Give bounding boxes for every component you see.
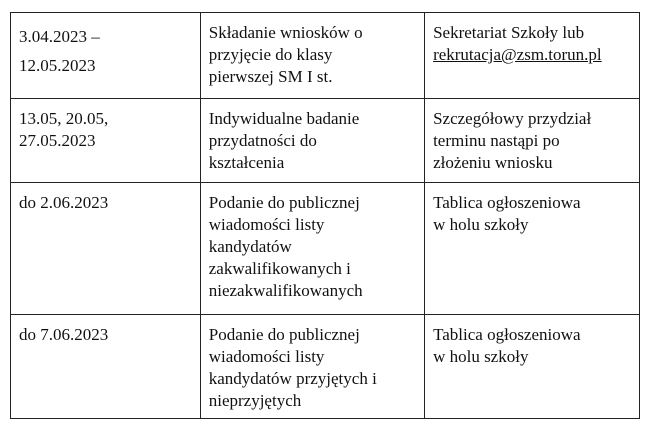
event-line: nieprzyjętych (208, 391, 302, 410)
event-line: wiadomości listy (208, 347, 325, 366)
event-cell (200, 315, 424, 419)
event-line: Indywidualne badanie (208, 109, 360, 128)
place-line: Tablica ogłoszeniowa (433, 193, 581, 212)
event-line: kształcenia (208, 153, 285, 172)
event-line: kandydatów przyjętych i (208, 369, 377, 388)
event-cell (200, 99, 424, 183)
place-line: Szczegółowy przydział (433, 109, 592, 128)
date-line: 12.05.2023 (19, 56, 96, 75)
date-cell (11, 183, 201, 315)
place-line: Tablica ogłoszeniowa (433, 325, 581, 344)
event-line: przyjęcie do klasy (208, 45, 333, 64)
event-line: wiadomości listy (208, 215, 325, 234)
event-line: Podanie do publicznej (208, 193, 360, 212)
date-cell (11, 13, 201, 99)
place-line: w holu szkoły (433, 347, 529, 366)
email-link[interactable]: rekrutacja@zsm.torun.pl (433, 45, 602, 64)
place-cell (425, 315, 640, 419)
date-line: 3.04.2023 – (19, 27, 100, 46)
place-cell (425, 13, 640, 99)
event-cell (200, 183, 424, 315)
place-line: terminu nastąpi po (433, 131, 560, 150)
event-line: pierwszej SM I st. (208, 67, 333, 86)
date-line: 27.05.2023 (19, 131, 96, 150)
place-cell (425, 99, 640, 183)
event-line: kandydatów (208, 237, 292, 256)
date-line: 13.05, 20.05, (19, 109, 109, 128)
date-cell (11, 99, 201, 183)
date-line: do 7.06.2023 (19, 325, 109, 344)
place-line: złożeniu wniosku (433, 153, 553, 172)
table-row (11, 99, 640, 183)
date-line: do 2.06.2023 (19, 193, 109, 212)
recruitment-schedule-table (10, 12, 640, 419)
table-row (11, 183, 640, 315)
event-line: niezakwalifikowanych (208, 281, 363, 300)
place-line: Sekretariat Szkoły lub (433, 23, 585, 42)
event-line: Składanie wniosków o (208, 23, 363, 42)
place-line: w holu szkoły (433, 215, 529, 234)
event-line: przydatności do (208, 131, 317, 150)
table-row (11, 315, 640, 419)
event-cell (200, 13, 424, 99)
event-line: Podanie do publicznej (208, 325, 360, 344)
event-line: zakwalifikowanych i (208, 259, 351, 278)
table-row (11, 13, 640, 99)
date-cell (11, 315, 201, 419)
place-cell (425, 183, 640, 315)
